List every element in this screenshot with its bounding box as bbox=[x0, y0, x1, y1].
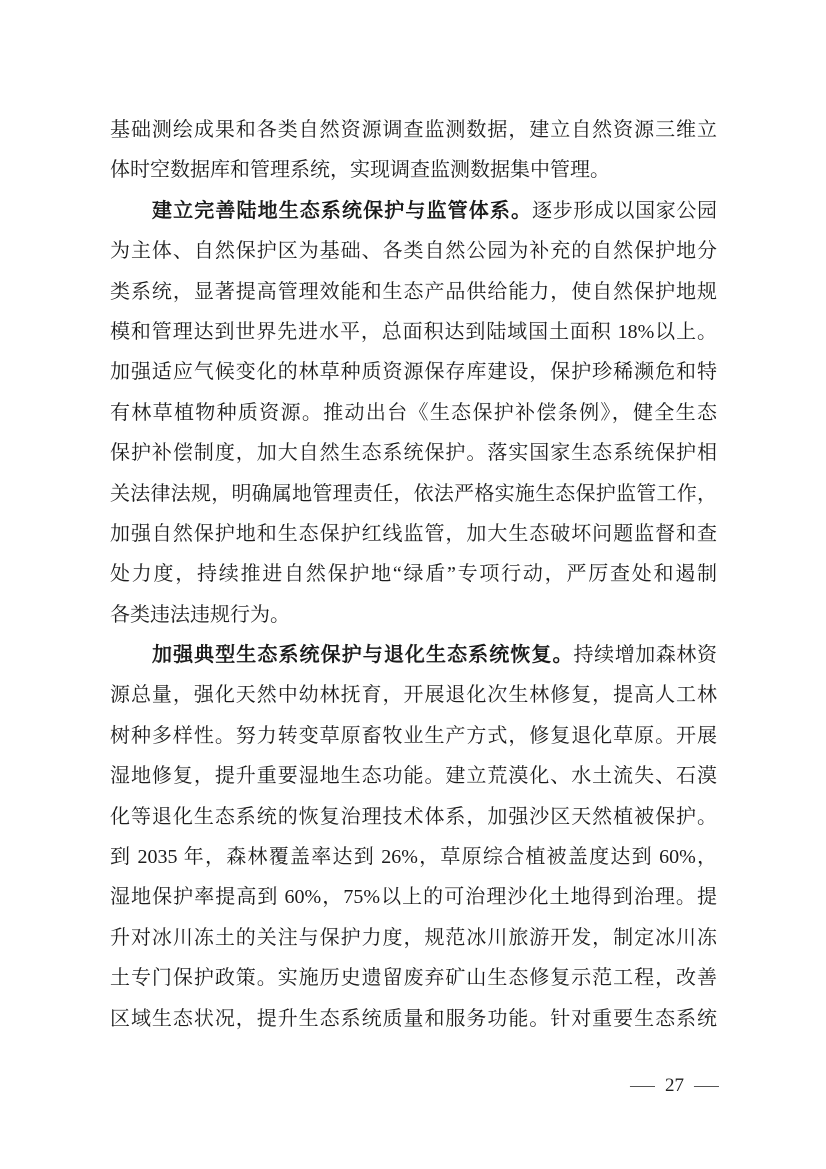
document-body bbox=[110, 110, 717, 1039]
text-line bbox=[110, 716, 717, 756]
line-text: 体时空数据库和管理系统，实现调查监测数据集中管理。 bbox=[110, 159, 610, 182]
line-text: 加强适应气候变化的林草种质资源保存库建设，保护珍稀濒危和特 bbox=[110, 361, 717, 384]
text-line bbox=[110, 756, 717, 796]
text-line bbox=[110, 635, 717, 675]
text-line bbox=[110, 352, 717, 392]
text-line bbox=[110, 595, 717, 635]
line-text: 逐步形成以国家公园 bbox=[532, 199, 717, 222]
line-text: 有林草植物种质资源。推动出台《生态保护补偿条例》，健全生态 bbox=[110, 401, 717, 424]
footer-dash-left: — bbox=[630, 1075, 655, 1096]
text-line bbox=[110, 675, 717, 715]
text-line bbox=[110, 393, 717, 433]
line-text: 各类违法违规行为。 bbox=[110, 603, 290, 626]
text-line bbox=[110, 797, 717, 837]
line-text: 处力度，持续推进自然保护地“绿盾”专项行动，严厉查处和遏制 bbox=[110, 563, 717, 586]
para-terrestrial-ecosystem-protection bbox=[110, 191, 717, 635]
para-survey-data-continuation bbox=[110, 110, 717, 191]
line-text: 源总量，强化天然中幼林抚育，开展退化次生林修复，提高人工林 bbox=[110, 684, 717, 707]
line-text: 土专门保护政策。实施历史遗留废弃矿山生态修复示范工程，改善 bbox=[110, 967, 717, 990]
paragraph-lead-bold: 加强典型生态系统保护与退化生态系统恢复。 bbox=[152, 644, 574, 667]
text-line bbox=[110, 191, 717, 231]
footer-dash-right: — bbox=[694, 1075, 719, 1096]
text-line bbox=[110, 999, 717, 1039]
para-typical-ecosystem-restoration bbox=[110, 635, 717, 1039]
line-text: 湿地保护率提高到 60%，75%以上的可治理沙化土地得到治理。提 bbox=[110, 886, 717, 909]
line-text: 基础测绘成果和各类自然资源调查监测数据，建立自然资源三维立 bbox=[110, 119, 717, 141]
line-text: 持续增加森林资 bbox=[573, 644, 717, 667]
text-line bbox=[110, 918, 717, 958]
text-line bbox=[110, 514, 717, 554]
line-text: 保护补偿制度，加大自然生态系统保护。落实国家生态系统保护相 bbox=[110, 442, 717, 465]
text-line bbox=[110, 474, 717, 514]
text-line bbox=[110, 433, 717, 473]
line-text: 升对冰川冻土的关注与保护力度，规范冰川旅游开发，制定冰川冻 bbox=[110, 926, 717, 949]
text-line bbox=[110, 877, 717, 917]
line-text: 类系统，显著提高管理效能和生态产品供给能力，使自然保护地规 bbox=[110, 280, 717, 303]
text-line bbox=[110, 958, 717, 998]
line-text: 湿地修复，提升重要湿地生态功能。建立荒漠化、水土流失、石漠 bbox=[110, 765, 717, 788]
line-text: 加强自然保护地和生态保护红线监管，加大生态破坏问题监督和查 bbox=[110, 522, 717, 545]
text-line bbox=[110, 554, 717, 594]
line-text: 到 2035 年，森林覆盖率达到 26%，草原综合植被盖度达到 60%， bbox=[110, 846, 717, 869]
line-text: 关法律法规，明确属地管理责任，依法严格实施生态保护监管工作， bbox=[110, 482, 717, 505]
paragraph-lead-bold: 建立完善陆地生态系统保护与监管体系。 bbox=[152, 199, 533, 222]
line-text: 模和管理达到世界先进水平，总面积达到陆域国土面积 18%以上。 bbox=[110, 320, 717, 343]
line-text: 树种多样性。努力转变草原畜牧业生产方式，修复退化草原。开展 bbox=[110, 724, 717, 747]
text-line bbox=[110, 837, 717, 877]
text-line bbox=[110, 150, 717, 190]
line-text: 区域生态状况，提升生态系统质量和服务功能。针对重要生态系统 bbox=[110, 1007, 717, 1030]
text-line bbox=[110, 312, 717, 352]
page-number: 27 bbox=[665, 1075, 684, 1096]
text-line bbox=[110, 272, 717, 312]
text-line bbox=[110, 231, 717, 271]
page-footer bbox=[630, 1074, 719, 1098]
text-line bbox=[110, 110, 717, 150]
line-text: 化等退化生态系统的恢复治理技术体系，加强沙区天然植被保护。 bbox=[110, 805, 717, 828]
line-text: 为主体、自然保护区为基础、各类自然公园为补充的自然保护地分 bbox=[110, 240, 717, 263]
